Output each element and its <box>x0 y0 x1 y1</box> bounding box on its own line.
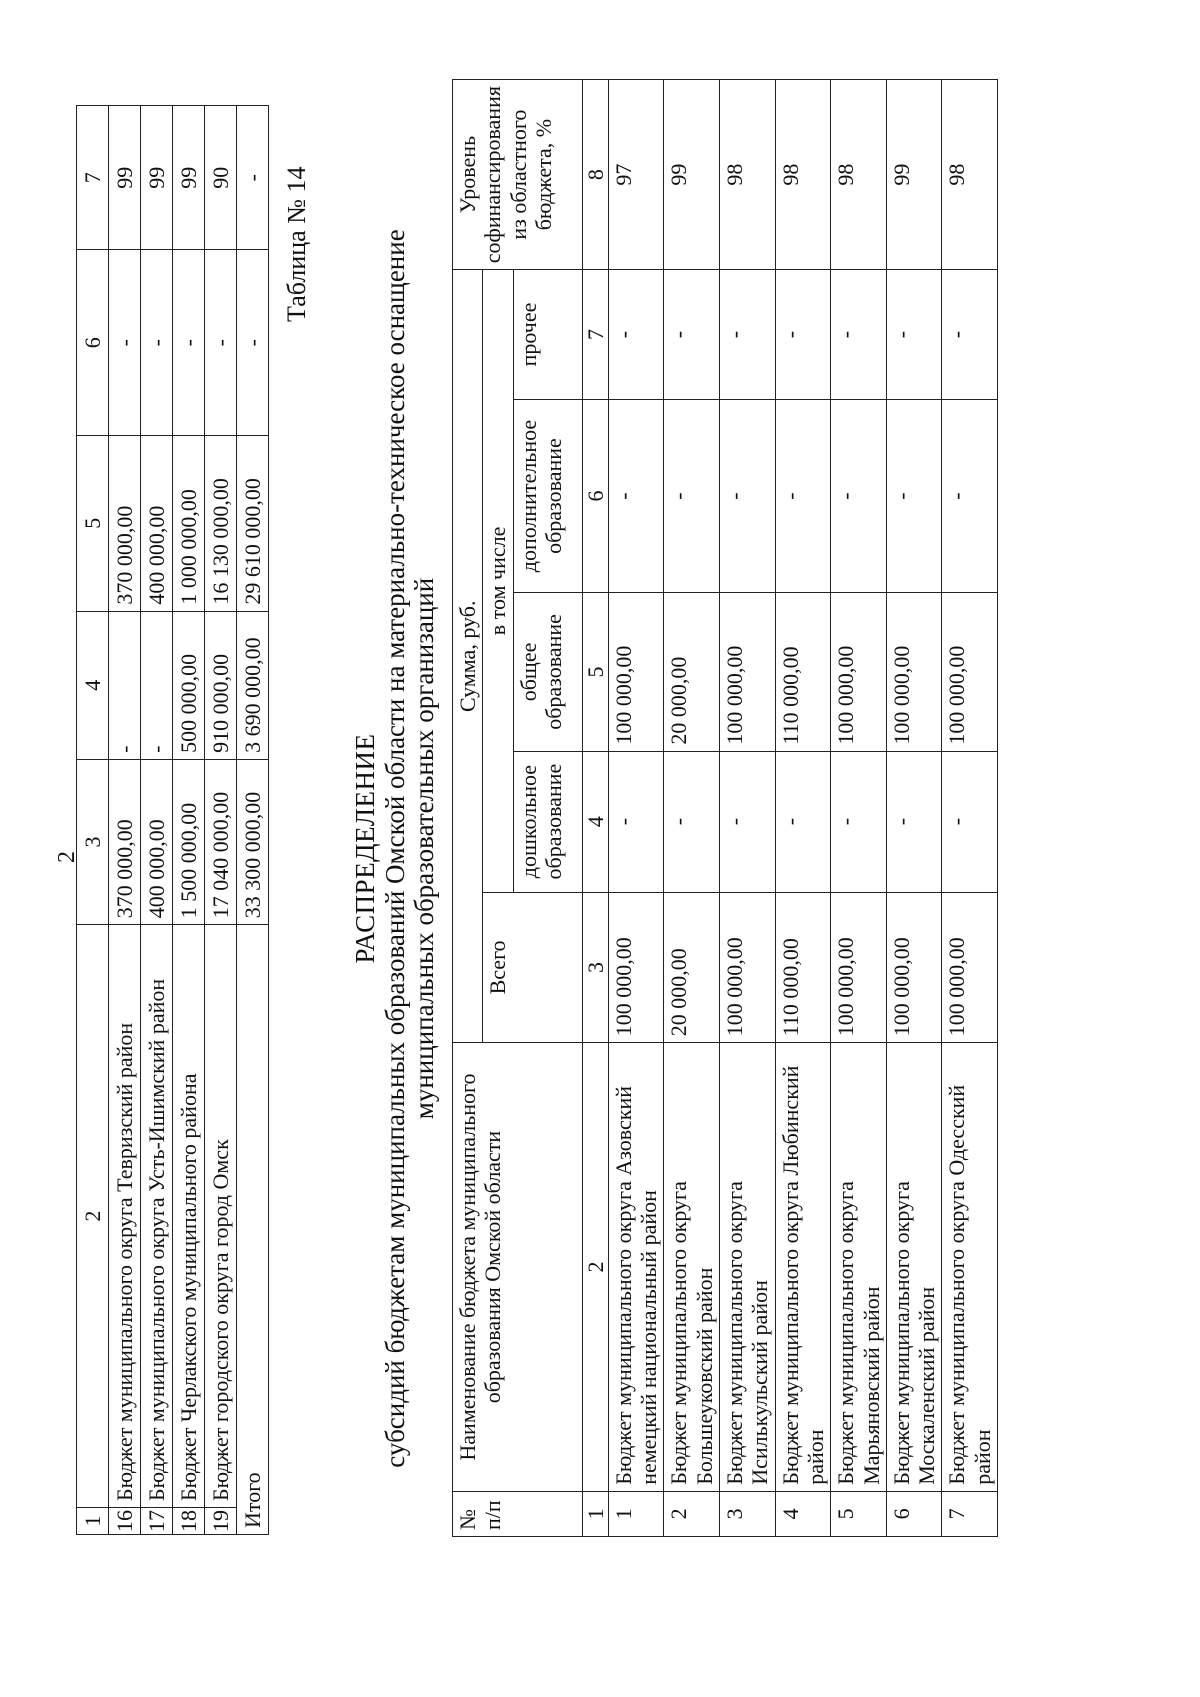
preschool-amount: - <box>831 751 887 892</box>
column-index: 6 <box>582 399 608 593</box>
other-amount: - <box>775 270 831 400</box>
header-name: Наименование бюджета муниципального образования Омской области <box>453 1043 583 1492</box>
header-total: Всего <box>483 892 582 1043</box>
additional-amount: - <box>720 399 776 593</box>
amount-cell: 910 000,00 <box>205 611 237 759</box>
general-amount: 100 000,00 <box>831 593 887 751</box>
table-row <box>664 80 720 1537</box>
total-amount: 100 000,00 <box>720 892 776 1043</box>
amount-cell: 500 000,00 <box>173 611 205 759</box>
preschool-amount: - <box>942 751 998 892</box>
amount-cell: 400 000,00 <box>141 759 173 924</box>
percent-cell: 90 <box>205 106 237 250</box>
additional-amount: - <box>608 399 664 593</box>
column-index: 5 <box>582 593 608 751</box>
column-index: 3 <box>77 759 109 924</box>
preschool-amount: - <box>775 751 831 892</box>
document-title: РАСПРЕДЕЛЕНИЕ <box>350 733 380 964</box>
table-row <box>141 106 173 1535</box>
row-number: 5 <box>831 1491 887 1536</box>
preschool-amount: - <box>664 751 720 892</box>
percent-cell: 99 <box>109 106 141 250</box>
general-amount: 20 000,00 <box>664 593 720 751</box>
cofinancing-level: 98 <box>720 80 776 270</box>
table-row <box>608 80 664 1537</box>
amount-cell: - <box>109 250 141 436</box>
header-additional: дополнительное образование <box>513 399 582 593</box>
budget-name: Бюджет муниципального округа Марьяновский район <box>831 1043 887 1492</box>
row-number: 17 <box>141 1508 173 1535</box>
budget-name: Бюджет муниципального округа Москаленский район <box>886 1043 942 1492</box>
table-row <box>775 80 831 1537</box>
header-sum: Сумма, руб. <box>453 270 483 1043</box>
column-index: 4 <box>77 611 109 759</box>
column-index: 7 <box>582 270 608 400</box>
page-number: 2 <box>54 851 80 863</box>
amount-cell: - <box>173 250 205 436</box>
distribution-table <box>452 79 998 1537</box>
amount-cell: 400 000,00 <box>141 435 173 611</box>
budget-name: Бюджет муниципального округа Тевризский район <box>109 925 141 1508</box>
budget-name: Бюджет муниципального округа Азовский немецкий национальный район <box>608 1043 664 1492</box>
budget-name: Бюджет муниципального округа Любинский район <box>775 1043 831 1492</box>
budget-name: Бюджет муниципального округа Исилькульский район <box>720 1043 776 1492</box>
budget-name: Бюджет муниципального округа Усть-Ишимский район <box>141 925 173 1508</box>
additional-amount: - <box>664 399 720 593</box>
other-amount: - <box>942 270 998 400</box>
total-label: Итого <box>237 925 269 1535</box>
amount-cell: 370 000,00 <box>109 435 141 611</box>
general-amount: 110 000,00 <box>775 593 831 751</box>
table-row <box>831 80 887 1537</box>
total-amount: 110 000,00 <box>775 892 831 1043</box>
general-amount: 100 000,00 <box>608 593 664 751</box>
cofinancing-level: 98 <box>831 80 887 270</box>
amount-cell: 1 000 000,00 <box>173 435 205 611</box>
column-index: 1 <box>77 1508 109 1535</box>
table-number: Таблица № 14 <box>282 166 311 322</box>
amount-cell: 370 000,00 <box>109 759 141 924</box>
amount-cell: - <box>141 611 173 759</box>
table-row <box>720 80 776 1537</box>
cofinancing-level: 98 <box>942 80 998 270</box>
column-index: 5 <box>77 435 109 611</box>
amount-cell: 29 610 000,00 <box>237 435 269 611</box>
additional-amount: - <box>775 399 831 593</box>
table-row <box>886 80 942 1537</box>
general-amount: 100 000,00 <box>720 593 776 751</box>
amount-cell: 1 500 000,00 <box>173 759 205 924</box>
general-amount: 100 000,00 <box>886 593 942 751</box>
column-index: 8 <box>582 80 608 270</box>
row-number: 6 <box>886 1491 942 1536</box>
budget-name: Бюджет муниципального округа Большеуковский район <box>664 1043 720 1492</box>
row-number: 4 <box>775 1491 831 1536</box>
preschool-amount: - <box>720 751 776 892</box>
document-subtitle: субсидий бюджетам муниципальных образований Омской области на материально-техническое оснащение <box>380 229 410 1468</box>
other-amount: - <box>886 270 942 400</box>
row-number: 16 <box>109 1508 141 1535</box>
column-index-row <box>582 80 608 1537</box>
table-header-row <box>77 106 109 1535</box>
column-index: 2 <box>582 1043 608 1492</box>
table-header-row <box>453 80 483 1537</box>
header-other: прочее <box>513 270 582 400</box>
percent-cell: - <box>237 106 269 250</box>
cofinancing-level: 99 <box>664 80 720 270</box>
total-amount: 100 000,00 <box>608 892 664 1043</box>
total-amount: 100 000,00 <box>886 892 942 1043</box>
column-index: 6 <box>77 250 109 436</box>
budget-name: Бюджет Черлакского муниципального района <box>173 925 205 1508</box>
preschool-amount: - <box>886 751 942 892</box>
percent-cell: 99 <box>173 106 205 250</box>
row-number: 2 <box>664 1491 720 1536</box>
additional-amount: - <box>831 399 887 593</box>
column-index: 3 <box>582 892 608 1043</box>
total-amount: 20 000,00 <box>664 892 720 1043</box>
header-level: Уровень софинансирования из областного бюджета, % <box>453 80 583 270</box>
header-num: № п/п <box>453 1491 583 1536</box>
total-amount: 100 000,00 <box>831 892 887 1043</box>
general-amount: 100 000,00 <box>942 593 998 751</box>
other-amount: - <box>608 270 664 400</box>
row-number: 7 <box>942 1491 998 1536</box>
other-amount: - <box>831 270 887 400</box>
header-including: в том числе <box>483 270 513 892</box>
table-row <box>109 106 141 1535</box>
cofinancing-level: 97 <box>608 80 664 270</box>
total-amount: 100 000,00 <box>942 892 998 1043</box>
amount-cell: - <box>205 250 237 436</box>
preschool-amount: - <box>608 751 664 892</box>
amount-cell: - <box>141 250 173 436</box>
total-row <box>237 106 269 1535</box>
amount-cell: 3 690 000,00 <box>237 611 269 759</box>
header-preschool: дошкольное образование <box>513 751 582 892</box>
column-index: 4 <box>582 751 608 892</box>
cofinancing-level: 98 <box>775 80 831 270</box>
amount-cell: - <box>237 250 269 436</box>
document-subtitle-line2: муниципальных образовательных организаций <box>409 577 439 1120</box>
column-index: 2 <box>77 925 109 1508</box>
row-number: 1 <box>608 1491 664 1536</box>
row-number: 3 <box>720 1491 776 1536</box>
table-row <box>173 106 205 1535</box>
column-index: 1 <box>582 1491 608 1536</box>
additional-amount: - <box>942 399 998 593</box>
column-index: 7 <box>77 106 109 250</box>
table-row <box>942 80 998 1537</box>
continuation-table <box>76 105 269 1535</box>
row-number: 18 <box>173 1508 205 1535</box>
header-general: общее образование <box>513 593 582 751</box>
amount-cell: 33 300 000,00 <box>237 759 269 924</box>
row-number: 19 <box>205 1508 237 1535</box>
other-amount: - <box>664 270 720 400</box>
amount-cell: 16 130 000,00 <box>205 435 237 611</box>
budget-name: Бюджет муниципального округа Одесский район <box>942 1043 998 1492</box>
table-row <box>205 106 237 1535</box>
additional-amount: - <box>886 399 942 593</box>
other-amount: - <box>720 270 776 400</box>
cofinancing-level: 99 <box>886 80 942 270</box>
amount-cell: 17 040 000,00 <box>205 759 237 924</box>
percent-cell: 99 <box>141 106 173 250</box>
budget-name: Бюджет городского округа город Омск <box>205 925 237 1508</box>
amount-cell: - <box>109 611 141 759</box>
